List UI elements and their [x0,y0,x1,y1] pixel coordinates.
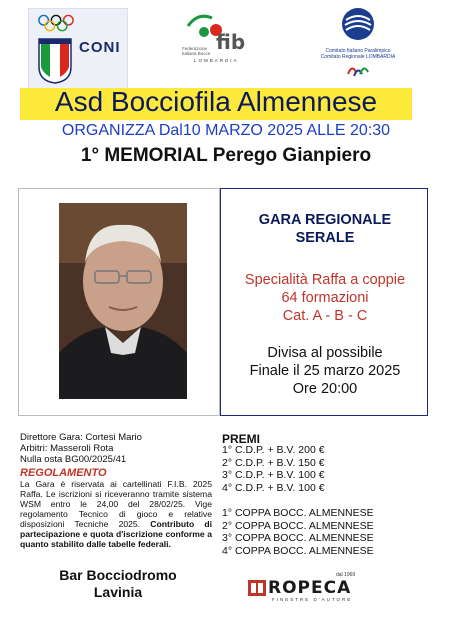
gara-line-2: SERALE [295,230,355,246]
event-date: ORGANIZZA Dal10 MARZO 2025 ALLE 20:30 [61,122,391,139]
premio-item: 1° C.D.P. + B.V. 200 € [222,444,325,456]
ropeca-since: dal 1969 [336,572,356,578]
premi-heading: PREMI [222,432,261,446]
cip-name [318,48,398,60]
premio-item: 4° C.D.P. + B.V. 100 € [222,481,325,494]
bar-line-1: Bar Bocciodromo [59,567,177,583]
regolamento-heading: REGOLAMENTO [20,467,107,479]
portrait-photo [59,203,187,399]
cip-logo [318,6,398,86]
event-info-box [220,188,428,416]
divisa-line-3: Ore 20:00 [292,381,358,397]
ropeca-tagline: FINESTRE D'AUTORE [272,597,353,602]
coppa-item: 4° COPPA BOCC. ALMENNESE [222,544,374,557]
fib-federation-name: Federazione Italiana Bocce [182,46,211,56]
ropeca-logo [248,572,378,604]
photo-frame [18,188,220,416]
ropeca-wordmark: ROPECA [268,578,352,598]
speciality-line-2: 64 formazioni [281,290,369,306]
cip-emblem-icon [340,6,376,42]
speciality-block [221,271,429,325]
divisa-line-2: Finale il 25 marzo 2025 [249,363,401,379]
portrait-illustration [59,203,187,399]
premio-item: 3° C.D.P. + B.V. 100 € [222,469,325,481]
regolamento-body: La Gara è riservata ai cartellinati F.I.B. 2025 Raffa. Le iscrizioni si riceveranno tramite sistema WSM entro le 24,00 del 28/02/25. Vige regolamento Tecnico di gioco e relative disposizioni Tecniche 2025. [20,479,212,529]
fib-wordmark: fib [216,30,246,54]
cip-title: Comitato Italiano Paralimpico [325,48,391,54]
regolamento-text [20,479,212,549]
fib-logo [180,12,260,72]
gara-line-1: GARA REGIONALE [258,212,392,228]
speciality-line-3: Cat. A - B - C [282,308,368,324]
coni-label: CONI [79,39,121,56]
bar-line-2: Lavinia [93,584,143,600]
divisa-block [221,344,429,398]
divisa-line-1: Divisa al possibile [267,345,383,361]
fib-region: LOMBARDIA [194,58,239,63]
arbitri: Arbitri: Masseroli Rota [20,443,114,454]
page-title: Asd Bocciofila Almennese [54,86,378,117]
nulla-osta: Nulla osta BG00/2025/41 [20,454,127,465]
gara-heading [221,211,429,247]
coppa-item: 1° COPPA BOCC. ALMENNESE [222,507,374,519]
premio-item: 2° C.D.P. + B.V. 150 € [222,456,325,469]
coppa-item: 2° COPPA BOCC. ALMENNESE [222,519,374,532]
cip-region: Comitato Regionale LOMBARDIA [320,54,396,60]
bar-name [28,567,208,601]
regolamento-contributo: Contributo di partecipazione e quota d'iscrizione conforme a quanto stabilito dalle tabelle federali. [20,519,213,549]
coppa-item: 3° COPPA BOCC. ALMENNESE [222,532,374,544]
ropeca-mark-icon [248,580,266,596]
coni-logo [28,8,128,90]
agitos-icon [346,62,370,82]
premi-list [222,444,325,494]
speciality-line-1: Specialità Raffa a coppie [244,272,406,288]
direttore-gara: Direttore Gara: Cortesi Mario [20,432,142,443]
olympic-rings-icon [37,13,75,35]
coppe-list [222,507,374,557]
memorial-title: 1° MEMORIAL Perego Gianpiero [80,145,372,166]
staff-info [20,432,142,465]
italy-shield-icon [37,37,73,85]
